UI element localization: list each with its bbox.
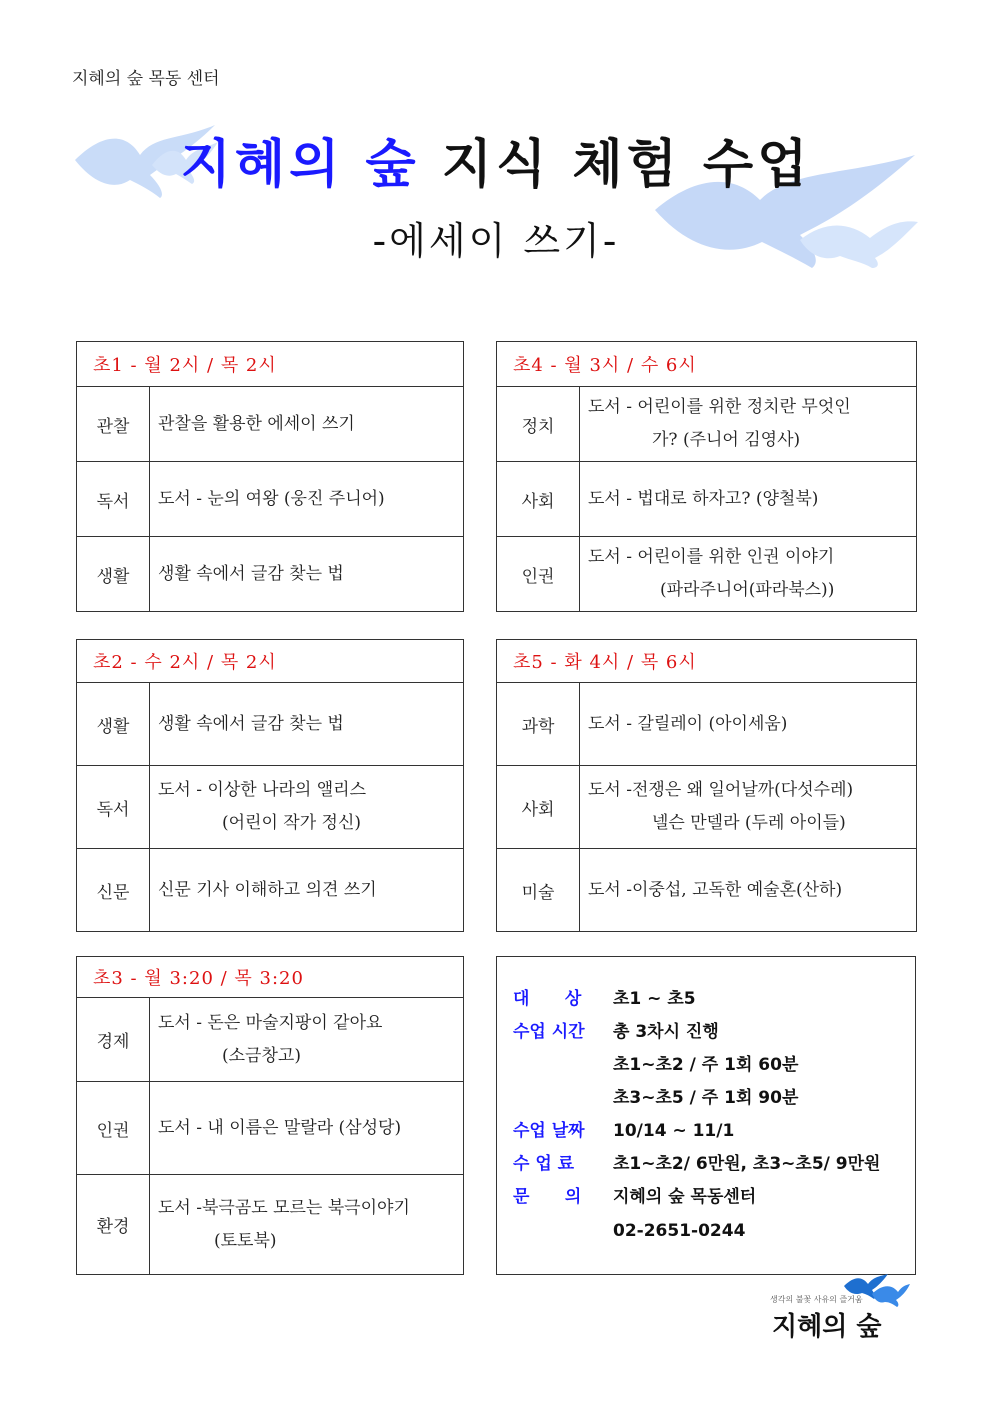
title-highlight: 지혜의 숲 — [180, 135, 420, 195]
class-description: 도서 -이중섭, 고독한 예술혼(산하) — [580, 849, 917, 932]
class-heading: 초3 - 월 3:20 / 목 3:20 — [77, 957, 464, 998]
class-description: 도서 -전쟁은 왜 일어날까(다섯수레) 넬슨 만델라 (두레 아이들) — [580, 766, 917, 849]
time-value: 총 3차시 진행 — [613, 1022, 719, 1042]
page-subtitle: -에세이 쓰기- — [372, 219, 620, 263]
center-name: 지혜의 숲 목동 센터 — [72, 69, 220, 89]
title-rest: 지식 체험 수업 — [441, 135, 812, 195]
class-description: 관찰을 활용한 에세이 쓰기 — [150, 387, 464, 462]
class-category: 경제 — [77, 998, 150, 1082]
time-detail2: 초3~초5 / 주 1회 90분 — [613, 1088, 799, 1108]
class-description: 도서 - 돈은 마술지팡이 같아요 (소금창고) — [150, 998, 464, 1082]
class-category: 생활 — [77, 537, 150, 612]
class-heading: 초2 - 수 2시 / 목 2시 — [77, 640, 464, 683]
date-label: 수업 날짜 — [513, 1121, 585, 1141]
time-detail1: 초1~초2 / 주 1회 60분 — [613, 1055, 799, 1075]
fee-value: 초1~초2/ 6만원, 초3~초5/ 9만원 — [613, 1154, 881, 1174]
class-category: 미술 — [497, 849, 580, 932]
class-category: 과학 — [497, 683, 580, 766]
class-description: 도서 - 갈릴레이 (아이세움) — [580, 683, 917, 766]
class-category: 신문 — [77, 849, 150, 932]
date-value: 10/14 ~ 11/1 — [613, 1121, 735, 1141]
phone-value: 02-2651-0244 — [613, 1221, 746, 1241]
class-category: 관찰 — [77, 387, 150, 462]
class-category: 인권 — [77, 1082, 150, 1175]
contact-value: 지혜의 숲 목동센터 — [613, 1187, 757, 1207]
class-description: 도서 - 법대로 하자고? (양철북) — [580, 462, 917, 537]
class-heading: 초4 - 월 3시 / 수 6시 — [497, 342, 917, 387]
class-heading: 초1 - 월 2시 / 목 2시 — [77, 342, 464, 387]
class-description: 도서 - 어린이를 위한 인권 이야기 (파라주니어(파라북스)) — [580, 537, 917, 612]
class-table-grade5 — [496, 639, 917, 932]
class-category: 독서 — [77, 766, 150, 849]
class-heading: 초5 - 화 4시 / 목 6시 — [497, 640, 917, 683]
class-table-grade4 — [496, 341, 917, 612]
class-category: 독서 — [77, 462, 150, 537]
page-title — [0, 122, 992, 197]
class-category: 인권 — [497, 537, 580, 612]
class-description: 도서 - 이상한 나라의 앨리스 (어린이 작가 정신) — [150, 766, 464, 849]
logo-tagline: 생각의 불꽃 사유의 즐거움 — [770, 1295, 863, 1304]
target-label: 대 상 — [513, 989, 582, 1009]
target-value: 초1 ~ 초5 — [613, 989, 696, 1009]
class-category: 사회 — [497, 462, 580, 537]
info-box — [496, 956, 916, 1275]
fee-label: 수 업 료 — [513, 1154, 575, 1174]
class-description: 신문 기사 이해하고 의견 쓰기 — [150, 849, 464, 932]
class-table-grade2 — [76, 639, 464, 932]
logo-name: 지혜의 숲 — [772, 1312, 882, 1342]
class-category: 생활 — [77, 683, 150, 766]
time-label: 수업 시간 — [513, 1022, 585, 1042]
class-category: 정치 — [497, 387, 580, 462]
class-description: 생활 속에서 글감 찾는 법 — [150, 537, 464, 612]
class-description: 도서 - 어린이를 위한 정치란 무엇인 가? (주니어 김영사) — [580, 387, 917, 462]
class-description: 도서 -북극곰도 모르는 북극이야기 (토토북) — [150, 1175, 464, 1275]
class-category: 사회 — [497, 766, 580, 849]
contact-label: 문 의 — [513, 1187, 582, 1207]
class-description: 도서 - 눈의 여왕 (웅진 주니어) — [150, 462, 464, 537]
class-description: 생활 속에서 글감 찾는 법 — [150, 683, 464, 766]
class-category: 환경 — [77, 1175, 150, 1275]
class-table-grade1 — [76, 341, 464, 612]
class-table-grade3 — [76, 956, 464, 1275]
class-description: 도서 - 내 이름은 말랄라 (삼성당) — [150, 1082, 464, 1175]
